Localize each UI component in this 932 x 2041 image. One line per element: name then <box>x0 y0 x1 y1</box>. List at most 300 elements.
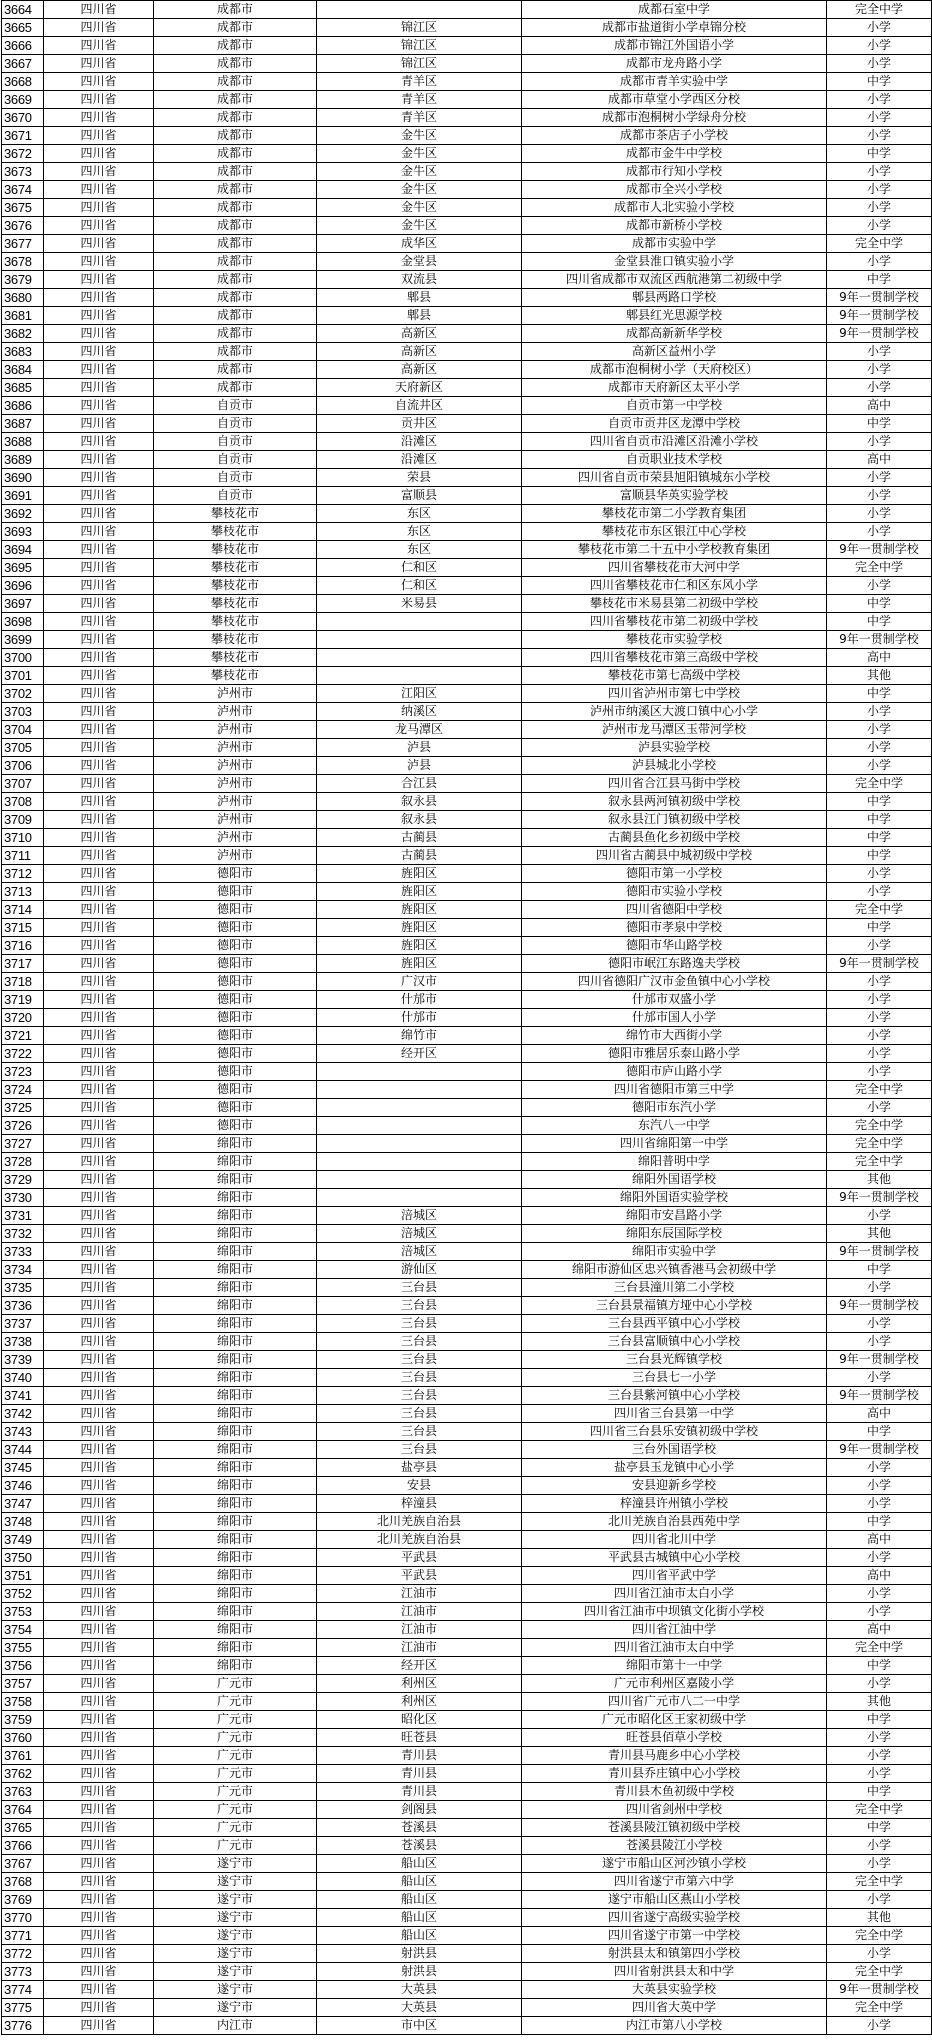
row-number: 3690 <box>2 469 44 487</box>
province-cell: 四川省 <box>44 1387 154 1405</box>
row-number: 3723 <box>2 1063 44 1081</box>
table-row <box>2 991 932 1009</box>
table-row <box>2 595 932 613</box>
province-cell: 四川省 <box>44 739 154 757</box>
school-name-cell: 四川省江油中学 <box>522 1621 827 1639</box>
province-cell: 四川省 <box>44 1171 154 1189</box>
district-cell: 什邡市 <box>317 1009 522 1027</box>
row-number: 3717 <box>2 955 44 973</box>
district-cell: 金牛区 <box>317 199 522 217</box>
table-row <box>2 1603 932 1621</box>
district-cell: 金牛区 <box>317 163 522 181</box>
table-row <box>2 55 932 73</box>
school-name-cell: 德阳市第一小学校 <box>522 865 827 883</box>
school-name-cell: 三台县紫河镇中心小学校 <box>522 1387 827 1405</box>
district-cell: 金牛区 <box>317 217 522 235</box>
district-cell <box>317 1 522 19</box>
row-number: 3713 <box>2 883 44 901</box>
school-type-cell: 其他 <box>827 667 932 685</box>
row-number: 3747 <box>2 1495 44 1513</box>
table-row <box>2 1549 932 1567</box>
district-cell: 荣县 <box>317 469 522 487</box>
school-type-cell: 完全中学 <box>827 1963 932 1981</box>
school-name-cell: 四川省江油市中坝镇文化街小学校 <box>522 1603 827 1621</box>
school-type-cell: 中学 <box>827 1711 932 1729</box>
city-cell: 遂宁市 <box>154 1873 317 1891</box>
table-row <box>2 1747 932 1765</box>
school-name-cell: 四川省大英中学 <box>522 1999 827 2017</box>
city-cell: 绵阳市 <box>154 1531 317 1549</box>
city-cell: 绵阳市 <box>154 1243 317 1261</box>
row-number: 3680 <box>2 289 44 307</box>
province-cell: 四川省 <box>44 1639 154 1657</box>
province-cell: 四川省 <box>44 721 154 739</box>
school-list-table <box>1 0 932 2035</box>
row-number: 3703 <box>2 703 44 721</box>
city-cell: 绵阳市 <box>154 1459 317 1477</box>
table-row <box>2 235 932 253</box>
district-cell: 自流井区 <box>317 397 522 415</box>
district-cell: 三台县 <box>317 1279 522 1297</box>
province-cell: 四川省 <box>44 1099 154 1117</box>
row-number: 3753 <box>2 1603 44 1621</box>
province-cell: 四川省 <box>44 253 154 271</box>
school-type-cell: 小学 <box>827 1747 932 1765</box>
district-cell: 三台县 <box>317 1297 522 1315</box>
school-type-cell: 中学 <box>827 1657 932 1675</box>
row-number: 3752 <box>2 1585 44 1603</box>
province-cell: 四川省 <box>44 1243 154 1261</box>
table-row <box>2 37 932 55</box>
school-type-cell: 小学 <box>827 523 932 541</box>
school-type-cell: 小学 <box>827 1729 932 1747</box>
city-cell: 成都市 <box>154 361 317 379</box>
district-cell: 高新区 <box>317 361 522 379</box>
school-name-cell: 叙永县江门镇初级中学校 <box>522 811 827 829</box>
school-name-cell: 攀枝花市第七高级中学校 <box>522 667 827 685</box>
school-type-cell: 其他 <box>827 1171 932 1189</box>
district-cell: 古蔺县 <box>317 847 522 865</box>
row-number: 3701 <box>2 667 44 685</box>
row-number: 3770 <box>2 1909 44 1927</box>
city-cell: 自贡市 <box>154 433 317 451</box>
row-number: 3736 <box>2 1297 44 1315</box>
school-name-cell: 成都市金牛中学校 <box>522 145 827 163</box>
city-cell: 成都市 <box>154 217 317 235</box>
district-cell: 锦江区 <box>317 19 522 37</box>
city-cell: 成都市 <box>154 271 317 289</box>
table-row <box>2 811 932 829</box>
row-number: 3754 <box>2 1621 44 1639</box>
province-cell: 四川省 <box>44 1207 154 1225</box>
province-cell: 四川省 <box>44 703 154 721</box>
school-name-cell: 绵阳外国语实验学校 <box>522 1189 827 1207</box>
city-cell: 绵阳市 <box>154 1405 317 1423</box>
table-row <box>2 145 932 163</box>
province-cell: 四川省 <box>44 1981 154 1999</box>
district-cell <box>317 667 522 685</box>
city-cell: 成都市 <box>154 73 317 91</box>
city-cell: 自贡市 <box>154 397 317 415</box>
row-number: 3756 <box>2 1657 44 1675</box>
row-number: 3702 <box>2 685 44 703</box>
district-cell: 旌阳区 <box>317 901 522 919</box>
district-cell: 盐亭县 <box>317 1459 522 1477</box>
school-type-cell: 小学 <box>827 127 932 145</box>
row-number: 3693 <box>2 523 44 541</box>
province-cell: 四川省 <box>44 1513 154 1531</box>
district-cell <box>317 649 522 667</box>
table-row <box>2 1225 932 1243</box>
district-cell: 苍溪县 <box>317 1837 522 1855</box>
school-type-cell: 9年一贯制学校 <box>827 1189 932 1207</box>
city-cell: 绵阳市 <box>154 1225 317 1243</box>
school-type-cell: 完全中学 <box>827 1639 932 1657</box>
district-cell: 东区 <box>317 523 522 541</box>
province-cell: 四川省 <box>44 397 154 415</box>
school-type-cell: 小学 <box>827 1459 932 1477</box>
province-cell: 四川省 <box>44 1783 154 1801</box>
district-cell <box>317 1117 522 1135</box>
city-cell: 遂宁市 <box>154 1981 317 1999</box>
row-number: 3745 <box>2 1459 44 1477</box>
school-type-cell: 高中 <box>827 1621 932 1639</box>
province-cell: 四川省 <box>44 1801 154 1819</box>
school-type-cell: 小学 <box>827 199 932 217</box>
district-cell: 平武县 <box>317 1549 522 1567</box>
row-number: 3766 <box>2 1837 44 1855</box>
row-number: 3712 <box>2 865 44 883</box>
row-number: 3666 <box>2 37 44 55</box>
district-cell: 江油市 <box>317 1585 522 1603</box>
district-cell: 旌阳区 <box>317 955 522 973</box>
province-cell: 四川省 <box>44 1153 154 1171</box>
school-type-cell: 高中 <box>827 451 932 469</box>
school-type-cell: 小学 <box>827 1891 932 1909</box>
school-name-cell: 成都市茶店子小学校 <box>522 127 827 145</box>
province-cell: 四川省 <box>44 901 154 919</box>
province-cell: 四川省 <box>44 1027 154 1045</box>
province-cell: 四川省 <box>44 1369 154 1387</box>
province-cell: 四川省 <box>44 487 154 505</box>
school-name-cell: 攀枝花市米易县第二初级中学校 <box>522 595 827 613</box>
table-row <box>2 1963 932 1981</box>
district-cell: 叙永县 <box>317 793 522 811</box>
row-number: 3760 <box>2 1729 44 1747</box>
city-cell: 成都市 <box>154 1 317 19</box>
city-cell: 德阳市 <box>154 1009 317 1027</box>
province-cell: 四川省 <box>44 1837 154 1855</box>
district-cell: 剑阁县 <box>317 1801 522 1819</box>
school-type-cell: 完全中学 <box>827 1873 932 1891</box>
table-row <box>2 1999 932 2017</box>
city-cell: 广元市 <box>154 1837 317 1855</box>
province-cell: 四川省 <box>44 973 154 991</box>
school-type-cell: 高中 <box>827 649 932 667</box>
school-name-cell: 成都市泡桐树小学绿舟分校 <box>522 109 827 127</box>
school-name-cell: 三台县潼川第二小学校 <box>522 1279 827 1297</box>
city-cell: 攀枝花市 <box>154 595 317 613</box>
school-name-cell: 北川羌族自治县西苑中学 <box>522 1513 827 1531</box>
school-name-cell: 平武县古城镇中心小学校 <box>522 1549 827 1567</box>
row-number: 3664 <box>2 1 44 19</box>
district-cell: 三台县 <box>317 1369 522 1387</box>
school-name-cell: 四川省攀枝花市第三高级中学校 <box>522 649 827 667</box>
district-cell: 绵竹市 <box>317 1027 522 1045</box>
school-name-cell: 绵阳市第十一中学 <box>522 1657 827 1675</box>
table-row <box>2 793 932 811</box>
city-cell: 成都市 <box>154 37 317 55</box>
school-name-cell: 广元市利州区嘉陵小学 <box>522 1675 827 1693</box>
district-cell: 纳溪区 <box>317 703 522 721</box>
school-name-cell: 郫县红光思源学校 <box>522 307 827 325</box>
school-name-cell: 苍溪县陵江小学校 <box>522 1837 827 1855</box>
school-type-cell: 小学 <box>827 1855 932 1873</box>
city-cell: 绵阳市 <box>154 1621 317 1639</box>
district-cell: 什邡市 <box>317 991 522 1009</box>
district-cell: 北川羌族自治县 <box>317 1531 522 1549</box>
district-cell: 金牛区 <box>317 145 522 163</box>
row-number: 3698 <box>2 613 44 631</box>
school-name-cell: 青川县乔庄镇中心小学校 <box>522 1765 827 1783</box>
school-name-cell: 成都市锦江外国语小学 <box>522 37 827 55</box>
district-cell: 涪城区 <box>317 1207 522 1225</box>
table-row <box>2 343 932 361</box>
school-type-cell: 9年一贯制学校 <box>827 1297 932 1315</box>
school-type-cell: 高中 <box>827 1405 932 1423</box>
row-number: 3718 <box>2 973 44 991</box>
table-row <box>2 397 932 415</box>
province-cell: 四川省 <box>44 1225 154 1243</box>
district-cell: 青川县 <box>317 1783 522 1801</box>
district-cell: 锦江区 <box>317 55 522 73</box>
row-number: 3678 <box>2 253 44 271</box>
city-cell: 绵阳市 <box>154 1297 317 1315</box>
province-cell: 四川省 <box>44 613 154 631</box>
row-number: 3741 <box>2 1387 44 1405</box>
district-cell: 船山区 <box>317 1891 522 1909</box>
row-number: 3699 <box>2 631 44 649</box>
school-name-cell: 成都市行知小学校 <box>522 163 827 181</box>
school-type-cell: 完全中学 <box>827 1081 932 1099</box>
school-name-cell: 四川省遂宁市第一中学校 <box>522 1927 827 1945</box>
school-type-cell: 小学 <box>827 1009 932 1027</box>
city-cell: 德阳市 <box>154 1081 317 1099</box>
table-row <box>2 1081 932 1099</box>
row-number: 3738 <box>2 1333 44 1351</box>
row-number: 3735 <box>2 1279 44 1297</box>
row-number: 3719 <box>2 991 44 1009</box>
school-type-cell: 小学 <box>827 433 932 451</box>
school-type-cell: 中学 <box>827 595 932 613</box>
province-cell: 四川省 <box>44 1531 154 1549</box>
row-number: 3748 <box>2 1513 44 1531</box>
school-type-cell: 小学 <box>827 217 932 235</box>
row-number: 3775 <box>2 1999 44 2017</box>
city-cell: 成都市 <box>154 325 317 343</box>
district-cell: 经开区 <box>317 1657 522 1675</box>
district-cell: 大英县 <box>317 1999 522 2017</box>
province-cell: 四川省 <box>44 991 154 1009</box>
province-cell: 四川省 <box>44 919 154 937</box>
school-name-cell: 成都石室中学 <box>522 1 827 19</box>
district-cell: 旌阳区 <box>317 937 522 955</box>
province-cell: 四川省 <box>44 1441 154 1459</box>
city-cell: 绵阳市 <box>154 1171 317 1189</box>
province-cell: 四川省 <box>44 1351 154 1369</box>
row-number: 3764 <box>2 1801 44 1819</box>
row-number: 3672 <box>2 145 44 163</box>
district-cell: 合江县 <box>317 775 522 793</box>
province-cell: 四川省 <box>44 847 154 865</box>
row-number: 3744 <box>2 1441 44 1459</box>
school-name-cell: 自贡市第一中学校 <box>522 397 827 415</box>
table-row <box>2 1 932 19</box>
school-name-cell: 四川省三台县乐安镇初级中学校 <box>522 1423 827 1441</box>
district-cell: 北川羌族自治县 <box>317 1513 522 1531</box>
row-number: 3757 <box>2 1675 44 1693</box>
school-type-cell: 小学 <box>827 937 932 955</box>
province-cell: 四川省 <box>44 1603 154 1621</box>
province-cell: 四川省 <box>44 37 154 55</box>
school-type-cell: 小学 <box>827 1765 932 1783</box>
city-cell: 德阳市 <box>154 883 317 901</box>
table-row <box>2 433 932 451</box>
city-cell: 成都市 <box>154 145 317 163</box>
province-cell: 四川省 <box>44 1729 154 1747</box>
province-cell: 四川省 <box>44 685 154 703</box>
school-type-cell: 小学 <box>827 1585 932 1603</box>
school-type-cell: 小学 <box>827 253 932 271</box>
province-cell: 四川省 <box>44 1693 154 1711</box>
school-name-cell: 四川省德阳市第三中学 <box>522 1081 827 1099</box>
table-row <box>2 2017 932 2035</box>
city-cell: 绵阳市 <box>154 1351 317 1369</box>
school-name-cell: 四川省攀枝花市大河中学 <box>522 559 827 577</box>
school-name-cell: 三台县光辉镇学校 <box>522 1351 827 1369</box>
school-name-cell: 四川省泸州市第七中学校 <box>522 685 827 703</box>
row-number: 3776 <box>2 2017 44 2035</box>
table-row <box>2 1279 932 1297</box>
school-name-cell: 三台县富顺镇中心小学校 <box>522 1333 827 1351</box>
district-cell: 三台县 <box>317 1387 522 1405</box>
school-type-cell: 小学 <box>827 1675 932 1693</box>
school-type-cell: 中学 <box>827 271 932 289</box>
province-cell: 四川省 <box>44 1009 154 1027</box>
city-cell: 广元市 <box>154 1765 317 1783</box>
row-number: 3751 <box>2 1567 44 1585</box>
city-cell: 成都市 <box>154 253 317 271</box>
district-cell: 旌阳区 <box>317 919 522 937</box>
city-cell: 内江市 <box>154 2017 317 2035</box>
district-cell: 射洪县 <box>317 1945 522 1963</box>
school-name-cell: 成都市人北实验小学校 <box>522 199 827 217</box>
school-type-cell: 中学 <box>827 145 932 163</box>
city-cell: 泸州市 <box>154 739 317 757</box>
school-name-cell: 三台外国语学校 <box>522 1441 827 1459</box>
table-row <box>2 1297 932 1315</box>
table-row <box>2 523 932 541</box>
school-name-cell: 遂宁市船山区燕山小学校 <box>522 1891 827 1909</box>
row-number: 3720 <box>2 1009 44 1027</box>
table-row <box>2 1441 932 1459</box>
province-cell: 四川省 <box>44 1945 154 1963</box>
school-name-cell: 射洪县太和镇第四小学校 <box>522 1945 827 1963</box>
province-cell: 四川省 <box>44 1765 154 1783</box>
school-type-cell: 小学 <box>827 991 932 1009</box>
row-number: 3711 <box>2 847 44 865</box>
province-cell: 四川省 <box>44 1567 154 1585</box>
school-type-cell: 小学 <box>827 181 932 199</box>
school-type-cell: 小学 <box>827 1279 932 1297</box>
row-number: 3696 <box>2 577 44 595</box>
row-number: 3671 <box>2 127 44 145</box>
school-name-cell: 泸县实验学校 <box>522 739 827 757</box>
row-number: 3669 <box>2 91 44 109</box>
city-cell: 攀枝花市 <box>154 523 317 541</box>
school-type-cell: 完全中学 <box>827 1927 932 1945</box>
school-name-cell: 四川省合江县马街中学校 <box>522 775 827 793</box>
province-cell: 四川省 <box>44 127 154 145</box>
district-cell: 江油市 <box>317 1621 522 1639</box>
school-name-cell: 四川省成都市双流区西航港第二初级中学 <box>522 271 827 289</box>
province-cell: 四川省 <box>44 1873 154 1891</box>
province-cell: 四川省 <box>44 1495 154 1513</box>
table-row <box>2 1891 932 1909</box>
city-cell: 攀枝花市 <box>154 631 317 649</box>
city-cell: 自贡市 <box>154 469 317 487</box>
school-type-cell: 小学 <box>827 973 932 991</box>
row-number: 3687 <box>2 415 44 433</box>
row-number: 3740 <box>2 1369 44 1387</box>
province-cell: 四川省 <box>44 343 154 361</box>
school-type-cell: 中学 <box>827 415 932 433</box>
district-cell: 沿滩区 <box>317 451 522 469</box>
table-row <box>2 289 932 307</box>
province-cell: 四川省 <box>44 1999 154 2017</box>
table-row <box>2 1639 932 1657</box>
province-cell: 四川省 <box>44 649 154 667</box>
table-row <box>2 847 932 865</box>
school-name-cell: 三台县西平镇中心小学校 <box>522 1315 827 1333</box>
district-cell <box>317 1135 522 1153</box>
row-number: 3716 <box>2 937 44 955</box>
school-type-cell: 9年一贯制学校 <box>827 1243 932 1261</box>
province-cell: 四川省 <box>44 145 154 163</box>
province-cell: 四川省 <box>44 1261 154 1279</box>
city-cell: 自贡市 <box>154 451 317 469</box>
row-number: 3759 <box>2 1711 44 1729</box>
school-name-cell: 什邡市双盛小学 <box>522 991 827 1009</box>
province-cell: 四川省 <box>44 595 154 613</box>
row-number: 3674 <box>2 181 44 199</box>
school-type-cell: 小学 <box>827 1495 932 1513</box>
city-cell: 成都市 <box>154 289 317 307</box>
district-cell: 泸县 <box>317 757 522 775</box>
district-cell: 三台县 <box>317 1351 522 1369</box>
school-type-cell: 小学 <box>827 1063 932 1081</box>
school-type-cell: 小学 <box>827 343 932 361</box>
table-row <box>2 127 932 145</box>
school-name-cell: 四川省德阳广汉市金鱼镇中心小学校 <box>522 973 827 991</box>
district-cell: 叙永县 <box>317 811 522 829</box>
table-body <box>2 1 932 2035</box>
district-cell: 江油市 <box>317 1603 522 1621</box>
province-cell: 四川省 <box>44 1135 154 1153</box>
row-number: 3706 <box>2 757 44 775</box>
table-row <box>2 613 932 631</box>
table-row <box>2 1333 932 1351</box>
